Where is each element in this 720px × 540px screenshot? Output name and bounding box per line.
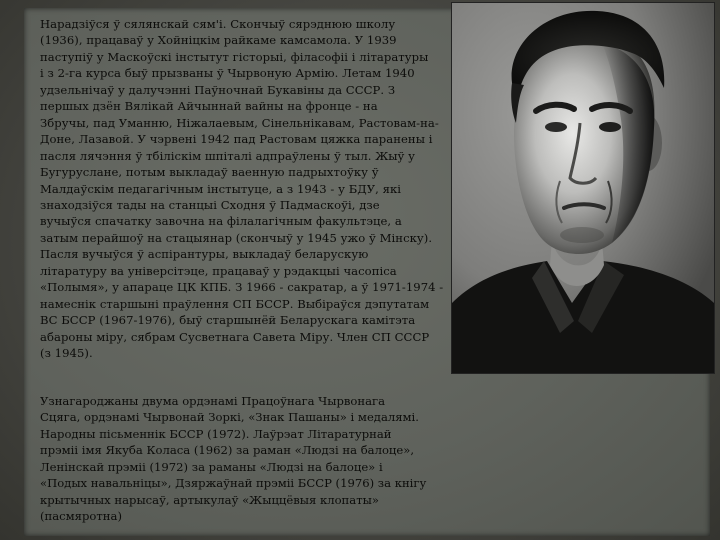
biography-paragraph: Нарадзіўся ў сялянскай сям'і. Скончыў сярэднюю школу (1936), працаваў у Хойніцкім райкаме камсамола. У 1939 паступіў у Маскоўскі інстытут гісторыі, філасофіі і літаратуры і з 2-га курса быў прызваны ў Чырвоную Армію. Летам 1940 удзельнічаў у далучэнні Паўночнай Букавіны да СССР. З першых дзён Вялікай Айчыннай вайны на фронце - на Збручы, пад Уманню, Ніжалаевым, Сінельнікавам, Растовам-на- Доне, Лазавой. У чэрвені 1942 пад Растовам цяжка паранены і пасля лячэння ў тбіліскім шпіталі адпраўлены ў тыл. Жыў у Бугуруслане, потым выкладаў ваенную падрыхтоўку ў Малдаўскім педагагічным інстытуце, а з 1943 - у БДУ, які знаходзіўся тады на станцыі Сходня ў Падмаскоўі, дзе вучыўся спачатку завочна на філалагічным факультэце, а затым перайшоў на стацыянар (скончыў у 1945 ужо ў Мінску). Пасля вучыўся ў аспірантуры, выкладаў беларускую літаратуру ва універсітэце, працаваў у рэдакцыі часопіса «Полымя», у апараце ЦК КПБ. З 1966 - сакратар, а ў 1971-1974 - намеснік старшыні праўлення СП БССР. Выбіраўся дэпутатам ВС БССР (1967-1976), быў старшынёй Беларускага камітэта абароны міру, сябрам Сусветнага Савета Міру. Член СП СССР (з 1945). <box>40 17 444 361</box>
portrait-image <box>452 3 714 373</box>
portrait-photo <box>451 2 715 374</box>
awards-paragraph: Узнагароджаны двума ордэнамі Працоўнага Чырвонага Сцяга, ордэнамі Чырвонай Зоркі, «Знак Пашаны» і медалямі. Народны пісьменнік БССР (1972). Лаўрэат Літаратурнай прэміі імя Якуба Коласа (1962) за раман «Людзі на балоце», Ленінскай прэміі (1972) за раманы «Людзі на балоце» і «Подых навальніцы», Дзяржаўнай прэміі БССР (1976) за кнігу крытычных нарысаў, артыкулаў «Жыццёвыя клопаты» (пасмяротна) <box>40 394 427 524</box>
